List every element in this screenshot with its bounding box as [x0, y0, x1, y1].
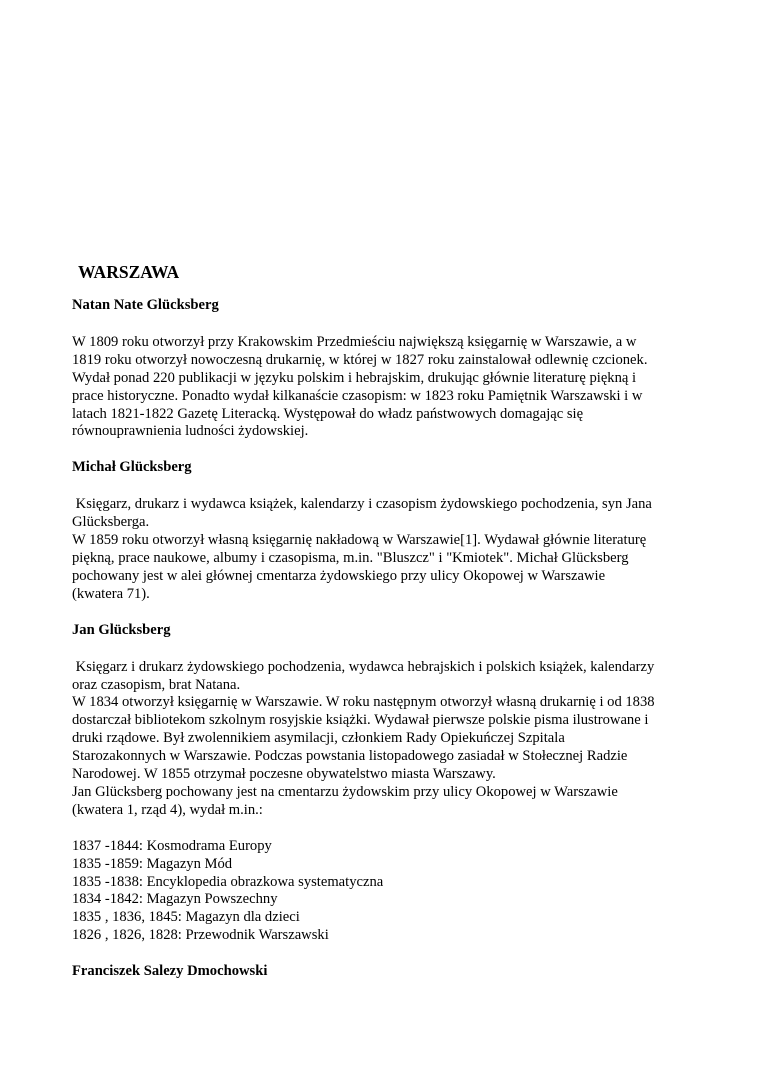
section-heading-jan: Jan Glücksberg [72, 621, 171, 638]
section-heading-natan: Natan Nate Glücksberg [72, 297, 219, 313]
spacer [72, 820, 692, 838]
paragraph-line: pochowany jest w alei głównej cmentarza żydowskiego przy ulicy Okopowej w Warszawie [72, 567, 606, 584]
paragraph-line: Glücksberga. [72, 514, 150, 531]
section-body-jan [72, 659, 692, 820]
section-body-natan [72, 334, 692, 441]
section-body-michal [72, 496, 692, 603]
section-heading-michal: Michał Glücksberg [72, 459, 192, 476]
spacer [72, 283, 692, 297]
paragraph-line: (kwatera 1, rząd 4), wydał m.in.: [72, 801, 263, 818]
publication-item: 1837 -1844: Kosmodrama Europy [72, 837, 272, 854]
paragraph-line: (kwatera 71). [72, 585, 150, 602]
paragraph-line: Księgarz, drukarz i wydawca książek, kalendarzy i czasopism żydowskiego pochodzenia, syn Jana [72, 496, 652, 513]
paragraph-line: równouprawnienia ludności żydowskiej. [72, 423, 309, 440]
spacer [72, 945, 692, 963]
paragraph-line: oraz czasopism, brat Natana. [72, 676, 241, 693]
paragraph-line: W 1859 roku otworzył własną księgarnię nakładową w Warszawie[1]. Wydawał głównie literaturę [72, 532, 647, 549]
document-content [72, 262, 692, 981]
paragraph-line: latach 1821-1822 Gazetę Literacką. Występował do władz państwowych domagając się [72, 405, 584, 422]
paragraph-line: Narodowej. W 1855 otrzymał poczesne obywatelstwo miasta Warszawy. [72, 766, 496, 783]
paragraph-line: dostarczał bibliotekom szkolnym rosyjskie książki. Wydawał pierwsze polskie pisma ilustrowane i [72, 712, 649, 729]
spacer [72, 640, 692, 659]
spacer [72, 604, 692, 622]
paragraph-line: prace historyczne. Ponadto wydał kilkanaście czasopism: w 1823 roku Pamiętnik Warszawski i w [72, 387, 643, 404]
paragraph-line: W 1809 roku otworzył przy Krakowskim Przedmieściu największą księgarnię w Warszawie, a w [72, 333, 637, 350]
paragraph-line: Starozakonnych w Warszawie. Podczas powstania listopadowego zasiadał w Stołecznej Radzie [72, 748, 628, 765]
publication-item: 1835 -1838: Encyklopedia obrazkowa systematyczna [72, 873, 384, 890]
publication-item: 1834 -1842: Magazyn Powszechny [72, 891, 278, 908]
publication-item: 1835 , 1836, 1845: Magazyn dla dzieci [72, 909, 300, 926]
paragraph-line: druki rządowe. Był zwolennikiem asymilacji, członkiem Rady Opiekuńczej Szpitala [72, 730, 565, 747]
publication-item: 1826 , 1826, 1828: Przewodnik Warszawski [72, 927, 329, 944]
publication-list [72, 838, 692, 945]
paragraph-line: Księgarz i drukarz żydowskiego pochodzenia, wydawca hebrajskich i polskich książek, kalendarzy [72, 658, 655, 675]
paragraph-line: Jan Glücksberg pochowany jest na cmentarzu żydowskim przy ulicy Okopowej w Warszawie [72, 783, 618, 800]
section-heading-dmochowski: Franciszek Salezy Dmochowski [72, 963, 268, 980]
document-title: WARSZAWA [78, 262, 180, 282]
paragraph-line: 1819 roku otworzył nowoczesną drukarnię, w której w 1827 roku zainstalował odlewnię czcionek. [72, 351, 648, 368]
paragraph-line: Wydał ponad 220 publikacji w języku polskim i hebrajskim, drukując głównie literaturę piękną i [72, 369, 637, 386]
spacer [72, 441, 692, 459]
paragraph-line: piękną, prace naukowe, albumy i czasopisma, m.in. "Bluszcz" i "Kmiotek". Michał Glücksberg [72, 549, 629, 566]
spacer [72, 315, 692, 334]
publication-item: 1835 -1859: Magazyn Mód [72, 855, 233, 872]
paragraph-line: W 1834 otworzył księgarnię w Warszawie. W roku następnym otworzył własną drukarnię i od 1838 [72, 694, 655, 711]
spacer [72, 477, 692, 496]
